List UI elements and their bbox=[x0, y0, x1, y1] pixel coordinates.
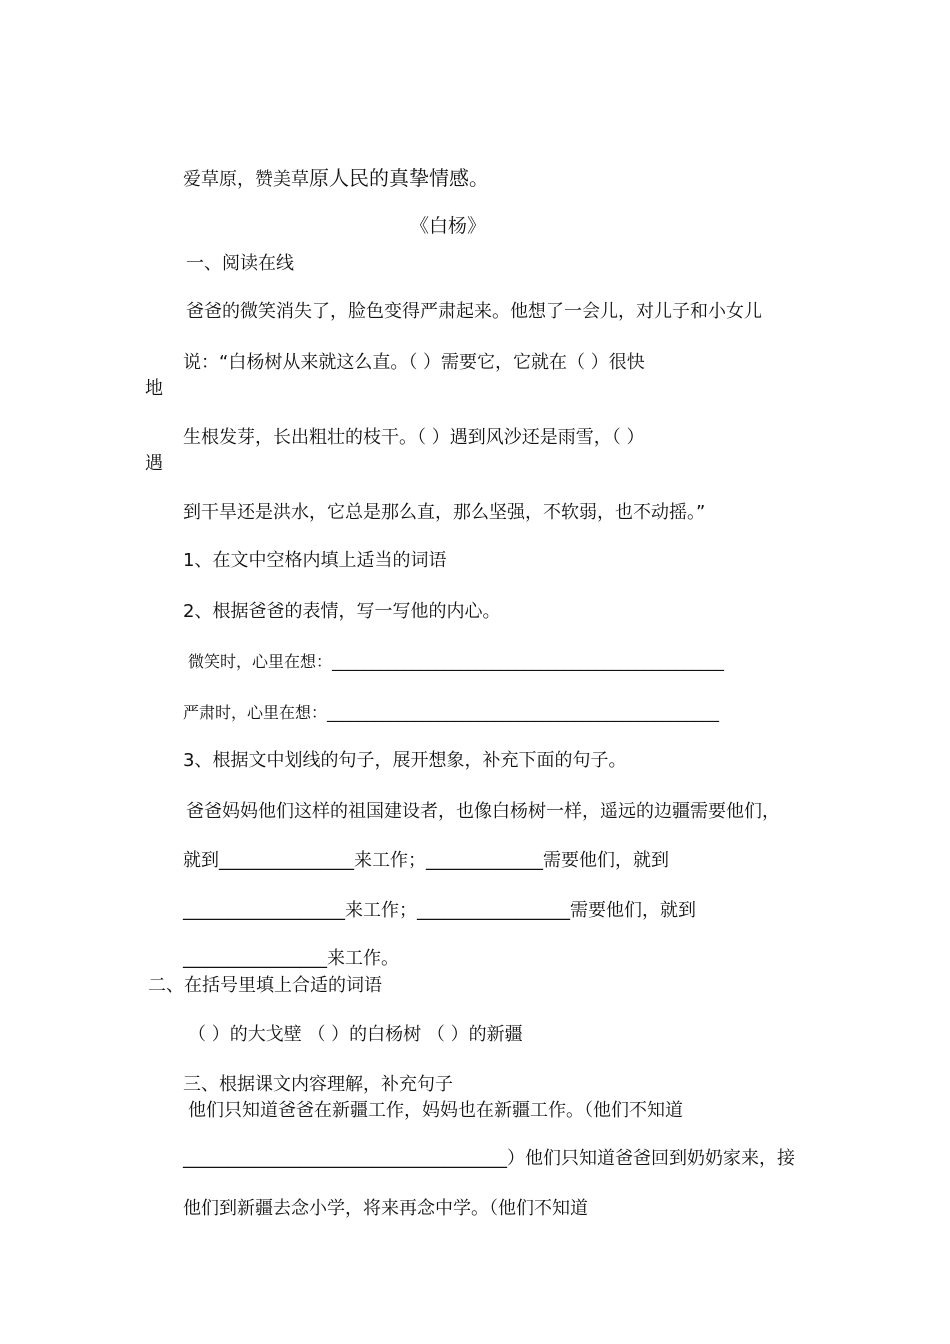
question-1: 1、在文中空格内填上适当的词语 bbox=[183, 550, 447, 571]
passage-line: 生根发芽，长出粗壮的枝干。（ ）遇到风沙还是雨雪，（ ） bbox=[183, 427, 645, 448]
q3-line: 爸爸妈妈他们这样的祖国建设者，也像白杨树一样，遥远的边疆需要他们， bbox=[186, 801, 780, 822]
section3-line: 他们只知道爸爸在新疆工作，妈妈也在新疆工作。（他们不知道 bbox=[188, 1100, 683, 1121]
section3-line: ____________________________________）他们只知道爸爸回到奶奶家来，接 bbox=[183, 1148, 795, 1169]
smile-answer-line: 微笑时，心里在想：_________________________________________________ bbox=[188, 652, 725, 671]
q3-line: ________________来工作。 bbox=[183, 948, 399, 969]
intro-prefix: 爱草原，赞美草 bbox=[183, 169, 309, 190]
passage-line: 遇 bbox=[145, 453, 163, 474]
passage-line: 爸爸的微笑消失了，脸色变得严肃起来。他想了一会儿，对儿子和小女儿 bbox=[186, 301, 762, 322]
intro-line bbox=[183, 166, 489, 192]
section2-fill-line: （ ）的大戈壁 （ ）的白杨树 （ ）的新疆 bbox=[188, 1024, 523, 1045]
question-3: 3、根据文中划线的句子，展开想象，补充下面的句子。 bbox=[183, 750, 627, 771]
section1-heading: 一、阅读在线 bbox=[186, 253, 294, 274]
section3-heading: 三、根据课文内容理解，补充句子 bbox=[183, 1074, 453, 1095]
section3-line: 他们到新疆去念小学，将来再念中学。（他们不知道 bbox=[183, 1198, 588, 1219]
page-title: 《白杨》 bbox=[410, 215, 487, 237]
passage-line: 说：“白杨树从来就这么直。（ ）需要它，它就在（ ）很快 bbox=[183, 352, 645, 373]
passage-line: 到干旱还是洪水，它总是那么直，那么坚强，不软弱，也不动摇。” bbox=[183, 502, 706, 523]
intro-suffix: 原人民的真挚情感。 bbox=[309, 166, 489, 190]
passage-line: 地 bbox=[145, 378, 163, 399]
q3-line: __________________来工作；_________________需要他们，就到 bbox=[183, 900, 696, 921]
question-2: 2、根据爸爸的表情，写一写他的内心。 bbox=[183, 601, 501, 622]
section2-heading: 二、在括号里填上合适的词语 bbox=[148, 975, 382, 996]
serious-answer-line: 严肃时，心里在想：_________________________________________________ bbox=[183, 703, 720, 722]
q3-line: 就到_______________来工作；_____________需要他们，就到 bbox=[183, 850, 669, 871]
